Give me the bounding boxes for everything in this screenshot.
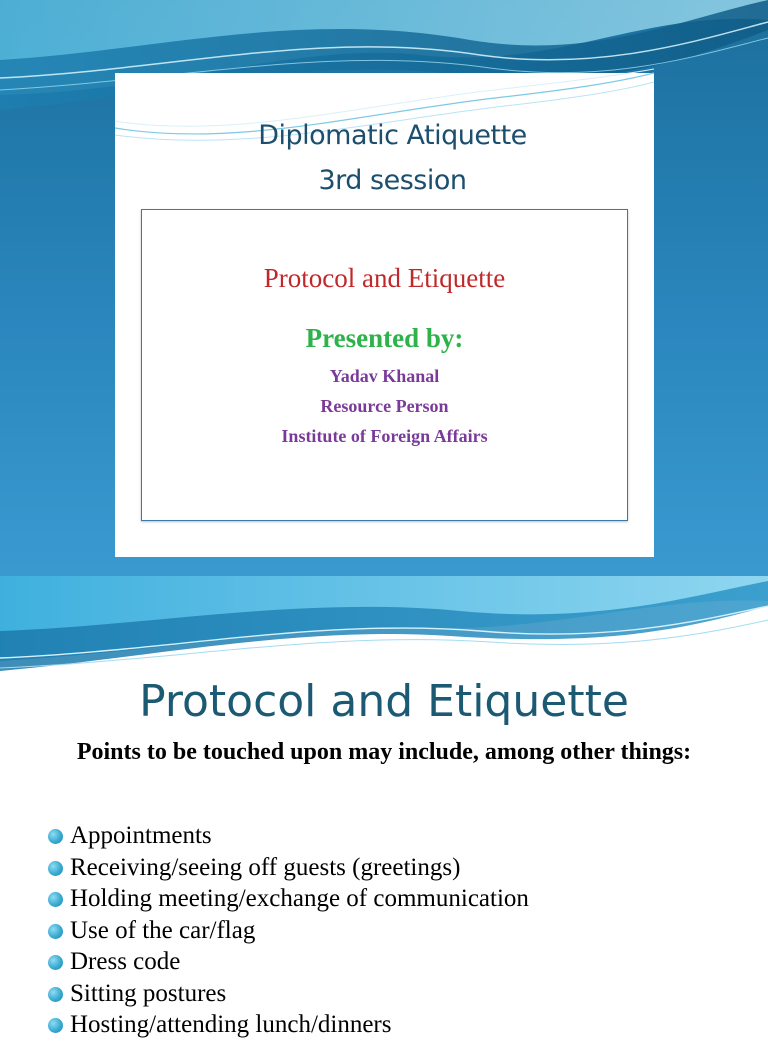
- presenter-role: Resource Person: [320, 396, 449, 416]
- slide-subtitle: Points to be touched upon may include, among other things:: [76, 739, 692, 765]
- circle-bullet-icon: [48, 1018, 63, 1033]
- circle-bullet-icon: [48, 892, 63, 907]
- list-item: [48, 883, 529, 915]
- title-slide-card: [115, 73, 654, 557]
- slide-title-line-2: 3rd session: [318, 165, 467, 196]
- list-item-text: Appointments: [70, 822, 212, 849]
- presenter-organization: Institute of Foreign Affairs: [281, 426, 488, 446]
- slide-title: Protocol and Etiquette: [139, 676, 629, 727]
- circle-bullet-icon: [48, 861, 63, 876]
- slide-title-line-1: Diplomatic Atiquette: [258, 120, 527, 151]
- presenter-name: Yadav Khanal: [329, 366, 440, 386]
- list-item-text: Hosting/attending lunch/dinners: [70, 1011, 392, 1038]
- slide-2: [0, 576, 768, 1038]
- list-item-text: Receiving/seeing off guests (greetings): [70, 853, 461, 881]
- list-item-text: Holding meeting/exchange of communication: [70, 885, 529, 912]
- circle-bullet-icon: [48, 987, 63, 1002]
- bullet-list: [48, 820, 529, 1041]
- box-heading: Protocol and Etiquette: [263, 263, 506, 293]
- list-item: [48, 820, 529, 852]
- circle-bullet-icon: [48, 829, 63, 844]
- list-item-text: Sitting postures: [70, 979, 227, 1007]
- list-item-text: Use of the car/flag: [70, 916, 256, 944]
- presented-by-label: Presented by:: [305, 323, 464, 353]
- list-item: [48, 852, 529, 884]
- circle-bullet-icon: [48, 955, 63, 970]
- list-item: [48, 1009, 529, 1041]
- list-item: [48, 915, 529, 947]
- circle-bullet-icon: [48, 924, 63, 939]
- presenter-box: [141, 209, 628, 521]
- list-item: [48, 946, 529, 978]
- list-item: [48, 978, 529, 1010]
- wave-decoration: [0, 576, 768, 686]
- list-item-text: Dress code: [70, 948, 181, 975]
